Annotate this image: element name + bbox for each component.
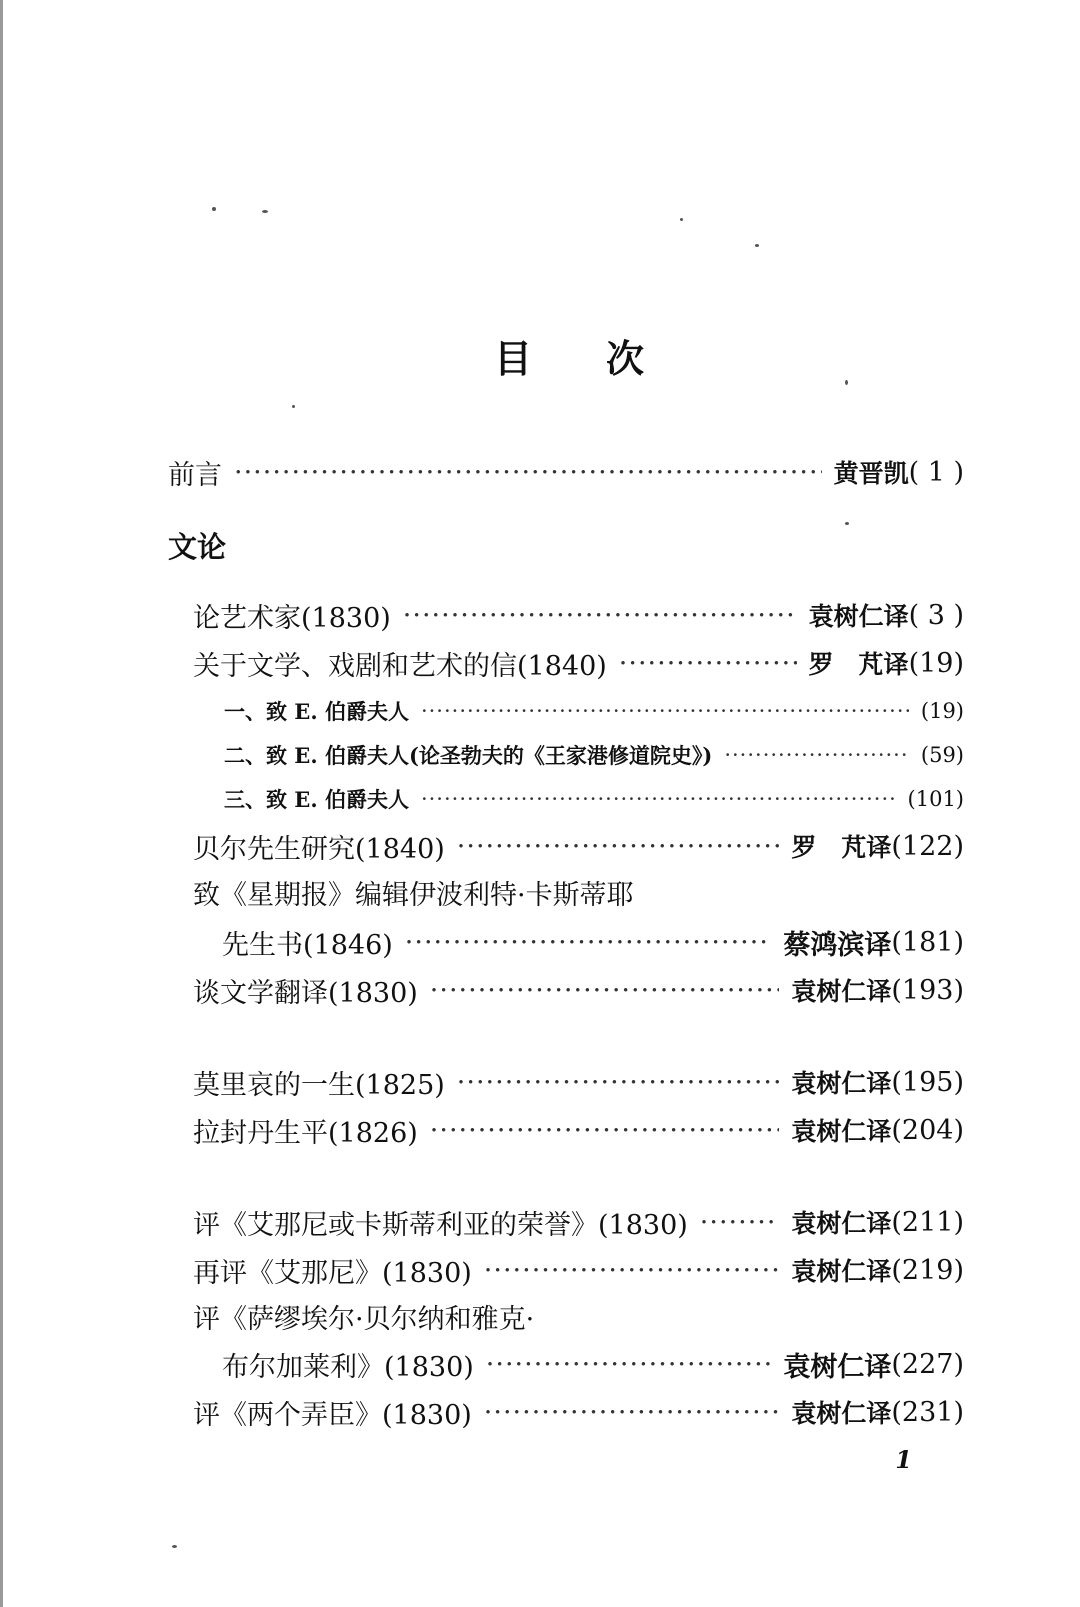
entry-page: ( 3 ) [908,599,964,631]
entry-title: 二、致 E. 伯爵夫人(论圣勃夫的《王家港修道院史》) [224,743,713,768]
leader-dots [486,1349,772,1380]
scan-speck [755,244,759,247]
scan-speck [680,218,683,221]
entry-translator: 袁树仁译 [791,1399,892,1428]
toc-subentry[interactable] [224,691,964,731]
leader-dots [430,1115,780,1146]
entry-page: (211) [891,1206,964,1238]
entry-page: ( 1 ) [908,456,964,488]
entry-title: 布尔加莱利》(1830) [222,1351,474,1383]
entry-page: (19) [920,699,964,723]
leader-dots [700,1207,780,1238]
entry-page: (204) [891,1114,964,1146]
entry-page: (19) [908,647,964,679]
entry-page: (231) [891,1396,964,1428]
entry-page: (181) [891,926,964,958]
entry-title: 再评《艾那尼》(1830) [193,1257,472,1289]
leader-dots [405,927,772,958]
leader-dots [403,600,797,631]
section-heading: 文论 [168,530,227,564]
entry-page: (59) [920,743,964,767]
entry-title: 评《两个弄臣》(1830) [193,1399,472,1431]
scan-speck [172,1545,177,1548]
toc-entry[interactable] [193,1392,964,1432]
toc-entry-first-line[interactable] [193,872,634,912]
toc-entry[interactable] [193,1202,964,1242]
entry-title: 论艺术家(1830) [193,602,391,634]
leader-dots [430,975,780,1006]
entry-translator: 袁树仁译 [791,1209,892,1238]
leader-dots [457,831,780,862]
entry-translator: 罗 芃译 [808,650,909,679]
scan-speck [845,380,848,385]
entry-page: (219) [891,1254,964,1286]
scan-speck [292,405,295,408]
toc-subentry[interactable] [224,779,964,819]
entry-page: (195) [891,1066,964,1098]
toc-entry-continuation[interactable] [222,1344,964,1384]
toc-entry[interactable] [193,643,964,683]
toc-subentry[interactable] [224,735,964,775]
entry-title: 拉封丹生平(1826) [193,1117,418,1149]
leader-dots [484,1255,780,1286]
leader-dots [234,457,822,488]
entry-title: 前言 [168,459,222,491]
page-number: 1 [895,1445,912,1474]
toc-entry[interactable] [193,826,964,866]
entry-title: 三、致 E. 伯爵夫人 [224,787,409,812]
page-edge [0,0,3,1607]
entry-translator: 袁树仁译 [783,1351,892,1383]
entry-title: 评《萨缪埃尔·贝尔纳和雅克· [193,1303,535,1335]
toc-entry-preface[interactable] [168,452,964,492]
page-title-char-1: 目 [494,335,533,381]
leader-dots [421,699,909,723]
leader-dots [619,648,797,679]
entry-title: 先生书(1846) [222,929,393,961]
entry-translator: 袁树仁译 [808,602,909,631]
entry-page: (227) [891,1348,964,1380]
toc-entry[interactable] [193,1250,964,1290]
entry-title: 评《艾那尼或卡斯蒂利亚的荣誉》(1830) [193,1209,688,1241]
toc-entry[interactable] [193,1062,964,1102]
entry-translator: 蔡鸿滨译 [783,929,892,961]
entry-translator: 袁树仁译 [791,1069,892,1098]
page-title-char-2: 次 [605,335,644,381]
entry-page: (122) [891,830,964,862]
entry-title: 莫里哀的一生(1825) [193,1069,445,1101]
toc-entry[interactable] [193,970,964,1010]
entry-title: 谈文学翻译(1830) [193,977,418,1009]
entry-translator: 袁树仁译 [791,977,892,1006]
leader-dots [724,743,909,767]
scan-speck [212,207,216,211]
entry-translator: 袁树仁译 [791,1257,892,1286]
entry-page: (193) [891,974,964,1006]
entry-title: 一、致 E. 伯爵夫人 [224,699,409,724]
toc-entry-continuation[interactable] [222,922,964,962]
toc-entry-first-line[interactable] [193,1296,534,1336]
leader-dots [421,787,896,811]
leader-dots [457,1067,780,1098]
entry-title: 贝尔先生研究(1840) [193,833,445,865]
scan-speck [262,210,268,213]
entry-title: 关于文学、戏剧和艺术的信(1840) [193,650,607,682]
entry-translator: 罗 芃译 [791,833,892,862]
entry-title: 致《星期报》编辑伊波利特·卡斯蒂耶 [193,879,634,911]
leader-dots [484,1397,780,1428]
page-title [494,330,644,380]
scan-speck [845,522,849,525]
entry-translator: 袁树仁译 [791,1117,892,1146]
toc-entry[interactable] [193,595,964,635]
entry-page: (101) [907,787,964,811]
toc-entry[interactable] [193,1110,964,1150]
entry-translator: 黄晋凯 [833,459,909,488]
